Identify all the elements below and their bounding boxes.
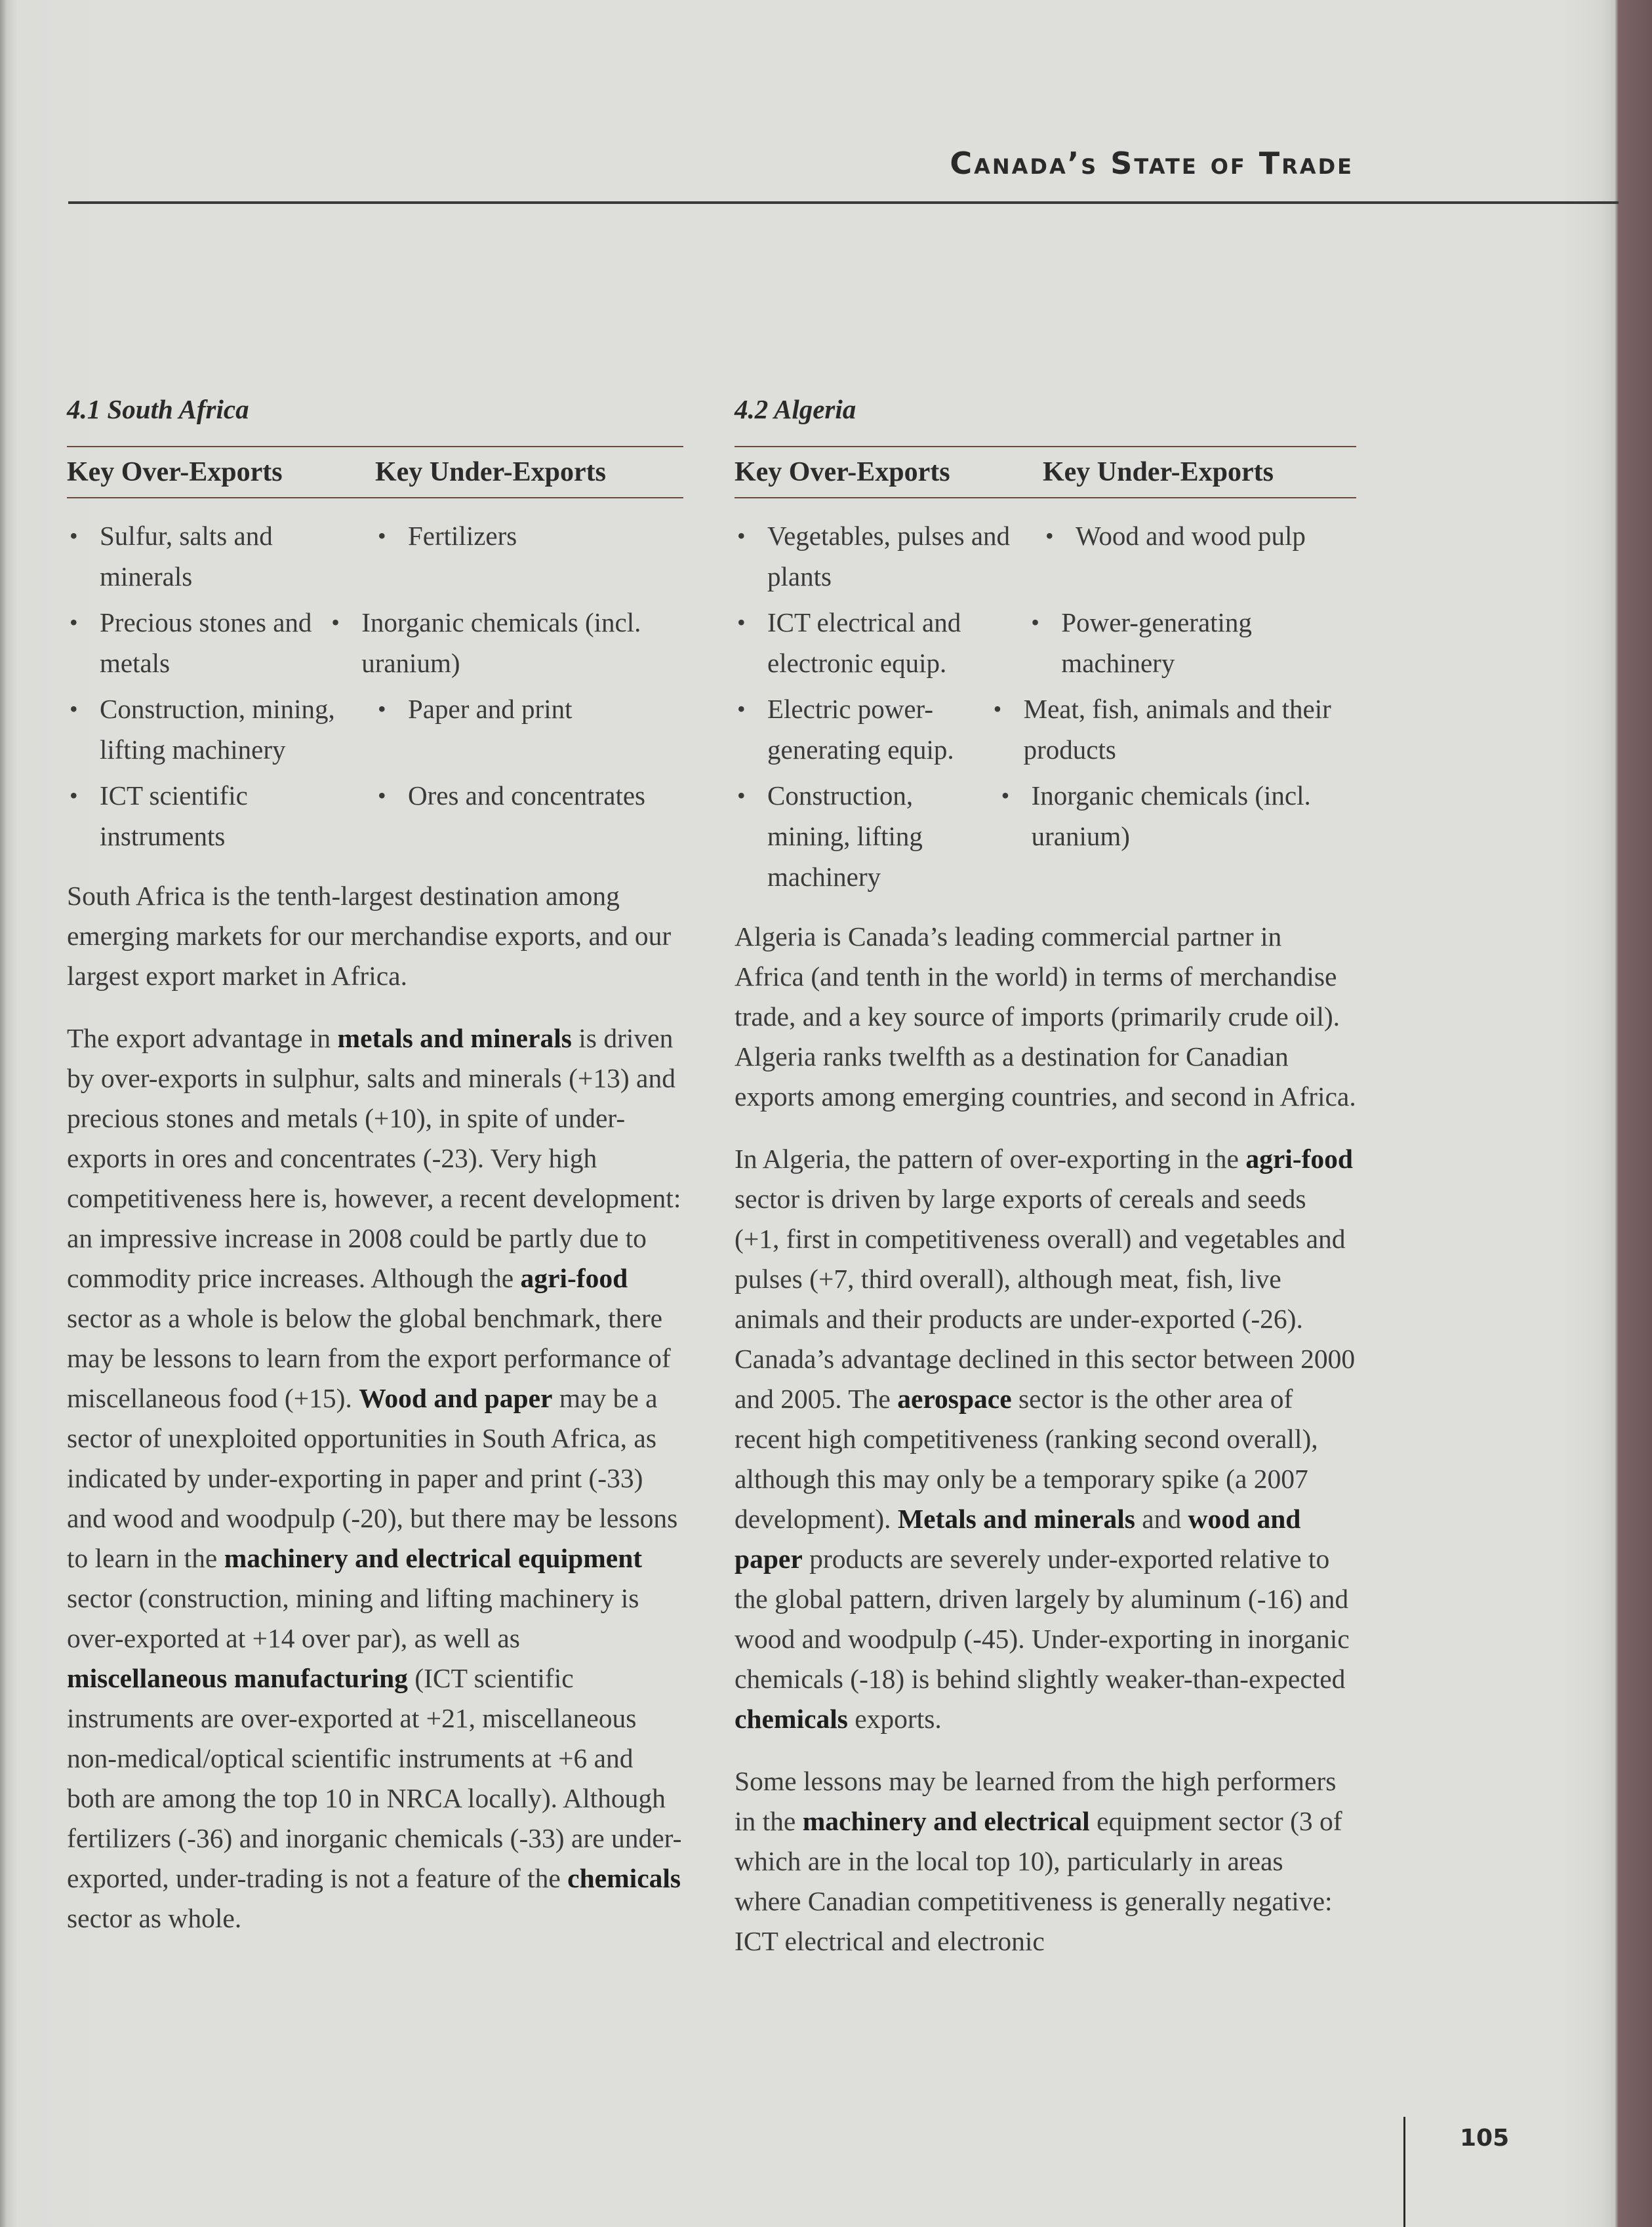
- bold-run: chemicals: [567, 1863, 681, 1893]
- text-run: In Algeria, the pattern of over-exporting in the: [735, 1144, 1246, 1174]
- under-export-item: • Meat, fish, animals and their products: [991, 689, 1356, 770]
- body-paragraph: [735, 1761, 1356, 1961]
- running-head: Canada’s State of Trade: [950, 146, 1354, 181]
- column-south-africa: [67, 393, 683, 1961]
- body-paragraph: [735, 1139, 1356, 1739]
- text-run: sector (construction, mining and lifting machinery is over-exported at +14 over par), as well as: [67, 1583, 639, 1653]
- over-export-item: • Electric power-generating equip.: [735, 689, 991, 770]
- text-run: (ICT scientific instruments are over-exported at +21, miscellaneous non-medical/optical scientific instruments at +6 and both are among the top 10 in NRCA locally). Although fertilizers (-36) and inorganic chemicals (-33) are under-exported, under-trading is not a feature of the: [67, 1663, 682, 1893]
- bold-run: metals and minerals: [337, 1023, 572, 1053]
- bold-run: machinery and electrical equipment: [224, 1543, 643, 1573]
- column-header-under-exports: Key Under-Exports: [1043, 457, 1274, 487]
- bold-run: miscellaneous manufacturing: [67, 1663, 408, 1693]
- under-export-item: • Power-generating machinery: [1028, 602, 1356, 683]
- column-header-over-exports: Key Over-Exports: [735, 457, 950, 487]
- under-export-item: • Inorganic chemicals (incl. uranium): [999, 775, 1356, 856]
- bold-run: agri-food: [520, 1263, 628, 1293]
- table-row: [67, 689, 683, 770]
- text-run: and: [1135, 1504, 1188, 1534]
- over-export-item: • ICT electrical and electronic equip.: [735, 602, 1028, 683]
- page-number: 105: [1460, 2125, 1510, 2152]
- text-run: may be a sector of unexploited opportunities in South Africa, as indicated by under-exporting in paper and print (-33) and wood and woodpulp (-20), but there may be lessons to learn in the: [67, 1383, 678, 1573]
- under-export-item: • Inorganic chemicals (incl. uranium): [329, 602, 683, 683]
- under-export-item: • Wood and wood pulp: [1043, 515, 1306, 556]
- column-algeria: [735, 393, 1356, 1984]
- table-header: [735, 447, 1356, 497]
- over-export-item: • ICT scientific instruments: [67, 775, 375, 856]
- table-row: [735, 602, 1356, 683]
- text-run: equipment sector (3 of which are in the local top 10), particularly in areas where Canadian competitiveness is generally negative: ICT electrical and electronic: [735, 1806, 1342, 1956]
- section-title: 4.1 South Africa: [67, 394, 249, 424]
- bold-run: chemicals: [735, 1704, 848, 1734]
- table-body: [67, 498, 683, 856]
- column-header-under-exports: Key Under-Exports: [375, 457, 606, 487]
- table-header: [67, 447, 683, 497]
- exports-table: [67, 446, 683, 856]
- text-run: The export advantage in: [67, 1023, 338, 1053]
- text-run: Some lessons may be learned from the high performers in the: [735, 1766, 1337, 1836]
- folio-rule: [1403, 2117, 1405, 2227]
- text-run: products are severely under-exported relative to the global pattern, driven largely by aluminum (-16) and wood and woodpulp (-45). Under-exporting in inorganic chemicals (-18) is behind slightly weaker-than-expected: [735, 1544, 1350, 1694]
- table-row: [67, 602, 683, 683]
- body-paragraph: [735, 917, 1356, 1117]
- text-run: is driven by over-exports in sulphur, salts and minerals (+13) and precious stones and metals (+10), in spite of under-exports in ores and concentrates (-23). Very high competitiveness here is, however, a recent development: an impressive increase in 2008 could be partly due to commodity price increases. Although the: [67, 1023, 681, 1293]
- under-export-item: • Paper and print: [375, 689, 572, 729]
- text-run: exports.: [847, 1704, 942, 1734]
- bold-run: machinery and electrical: [802, 1806, 1090, 1836]
- body-paragraph: [67, 876, 683, 996]
- text-run: Algeria is Canada’s leading commercial partner in Africa (and tenth in the world) in terms of merchandise trade, and a key source of imports (primarily crude oil). Algeria ranks twelfth as a destination for Canadian exports among emerging countries, and second in Africa.: [735, 921, 1356, 1112]
- table-body: [735, 498, 1356, 897]
- text-run: sector is the other area of recent high competitiveness (ranking second overall), although this may only be a temporary spike (a 2007 development).: [735, 1384, 1318, 1534]
- bold-run: agri-food: [1245, 1144, 1354, 1174]
- table-row: [67, 515, 683, 597]
- section-title: 4.2 Algeria: [735, 394, 856, 424]
- exports-table: [735, 446, 1356, 897]
- over-export-item: • Precious stones and metals: [67, 602, 329, 683]
- bold-run: Metals and minerals: [897, 1504, 1135, 1534]
- text-run: South Africa is the tenth-largest destination among emerging markets for our merchandise exports, and our largest export market in Africa.: [67, 881, 672, 991]
- over-export-item: • Construction, mining, lifting machinery: [735, 775, 999, 897]
- column-header-over-exports: Key Over-Exports: [67, 457, 283, 487]
- over-export-item: • Vegetables, pulses and plants: [735, 515, 1043, 597]
- table-row: [735, 515, 1356, 597]
- bold-run: wood and paper: [735, 1504, 1301, 1574]
- over-export-item: • Construction, mining, lifting machinery: [67, 689, 375, 770]
- bold-run: Wood and paper: [359, 1383, 553, 1413]
- header-rule: [68, 201, 1619, 204]
- table-row: [735, 689, 1356, 770]
- over-export-item: • Sulfur, salts and minerals: [67, 515, 375, 597]
- bold-run: aerospace: [897, 1384, 1012, 1414]
- text-run: sector as a whole is below the global benchmark, there may be lessons to learn from the export performance of miscellaneous food (+15).: [67, 1303, 671, 1413]
- body-paragraph: [67, 1018, 683, 1938]
- text-run: sector as whole.: [67, 1903, 242, 1933]
- under-export-item: • Ores and concentrates: [375, 775, 645, 816]
- text-run: sector is driven by large exports of cereals and seeds (+1, first in competitiveness overall) and vegetables and pulses (+7, third overall), although meat, fish, live animals and their products are under-exported (-26). Canada’s advantage declined in this sector between 2000 and 2005. The: [735, 1184, 1356, 1414]
- under-export-item: • Fertilizers: [375, 515, 517, 556]
- table-row: [735, 775, 1356, 897]
- table-row: [67, 775, 683, 856]
